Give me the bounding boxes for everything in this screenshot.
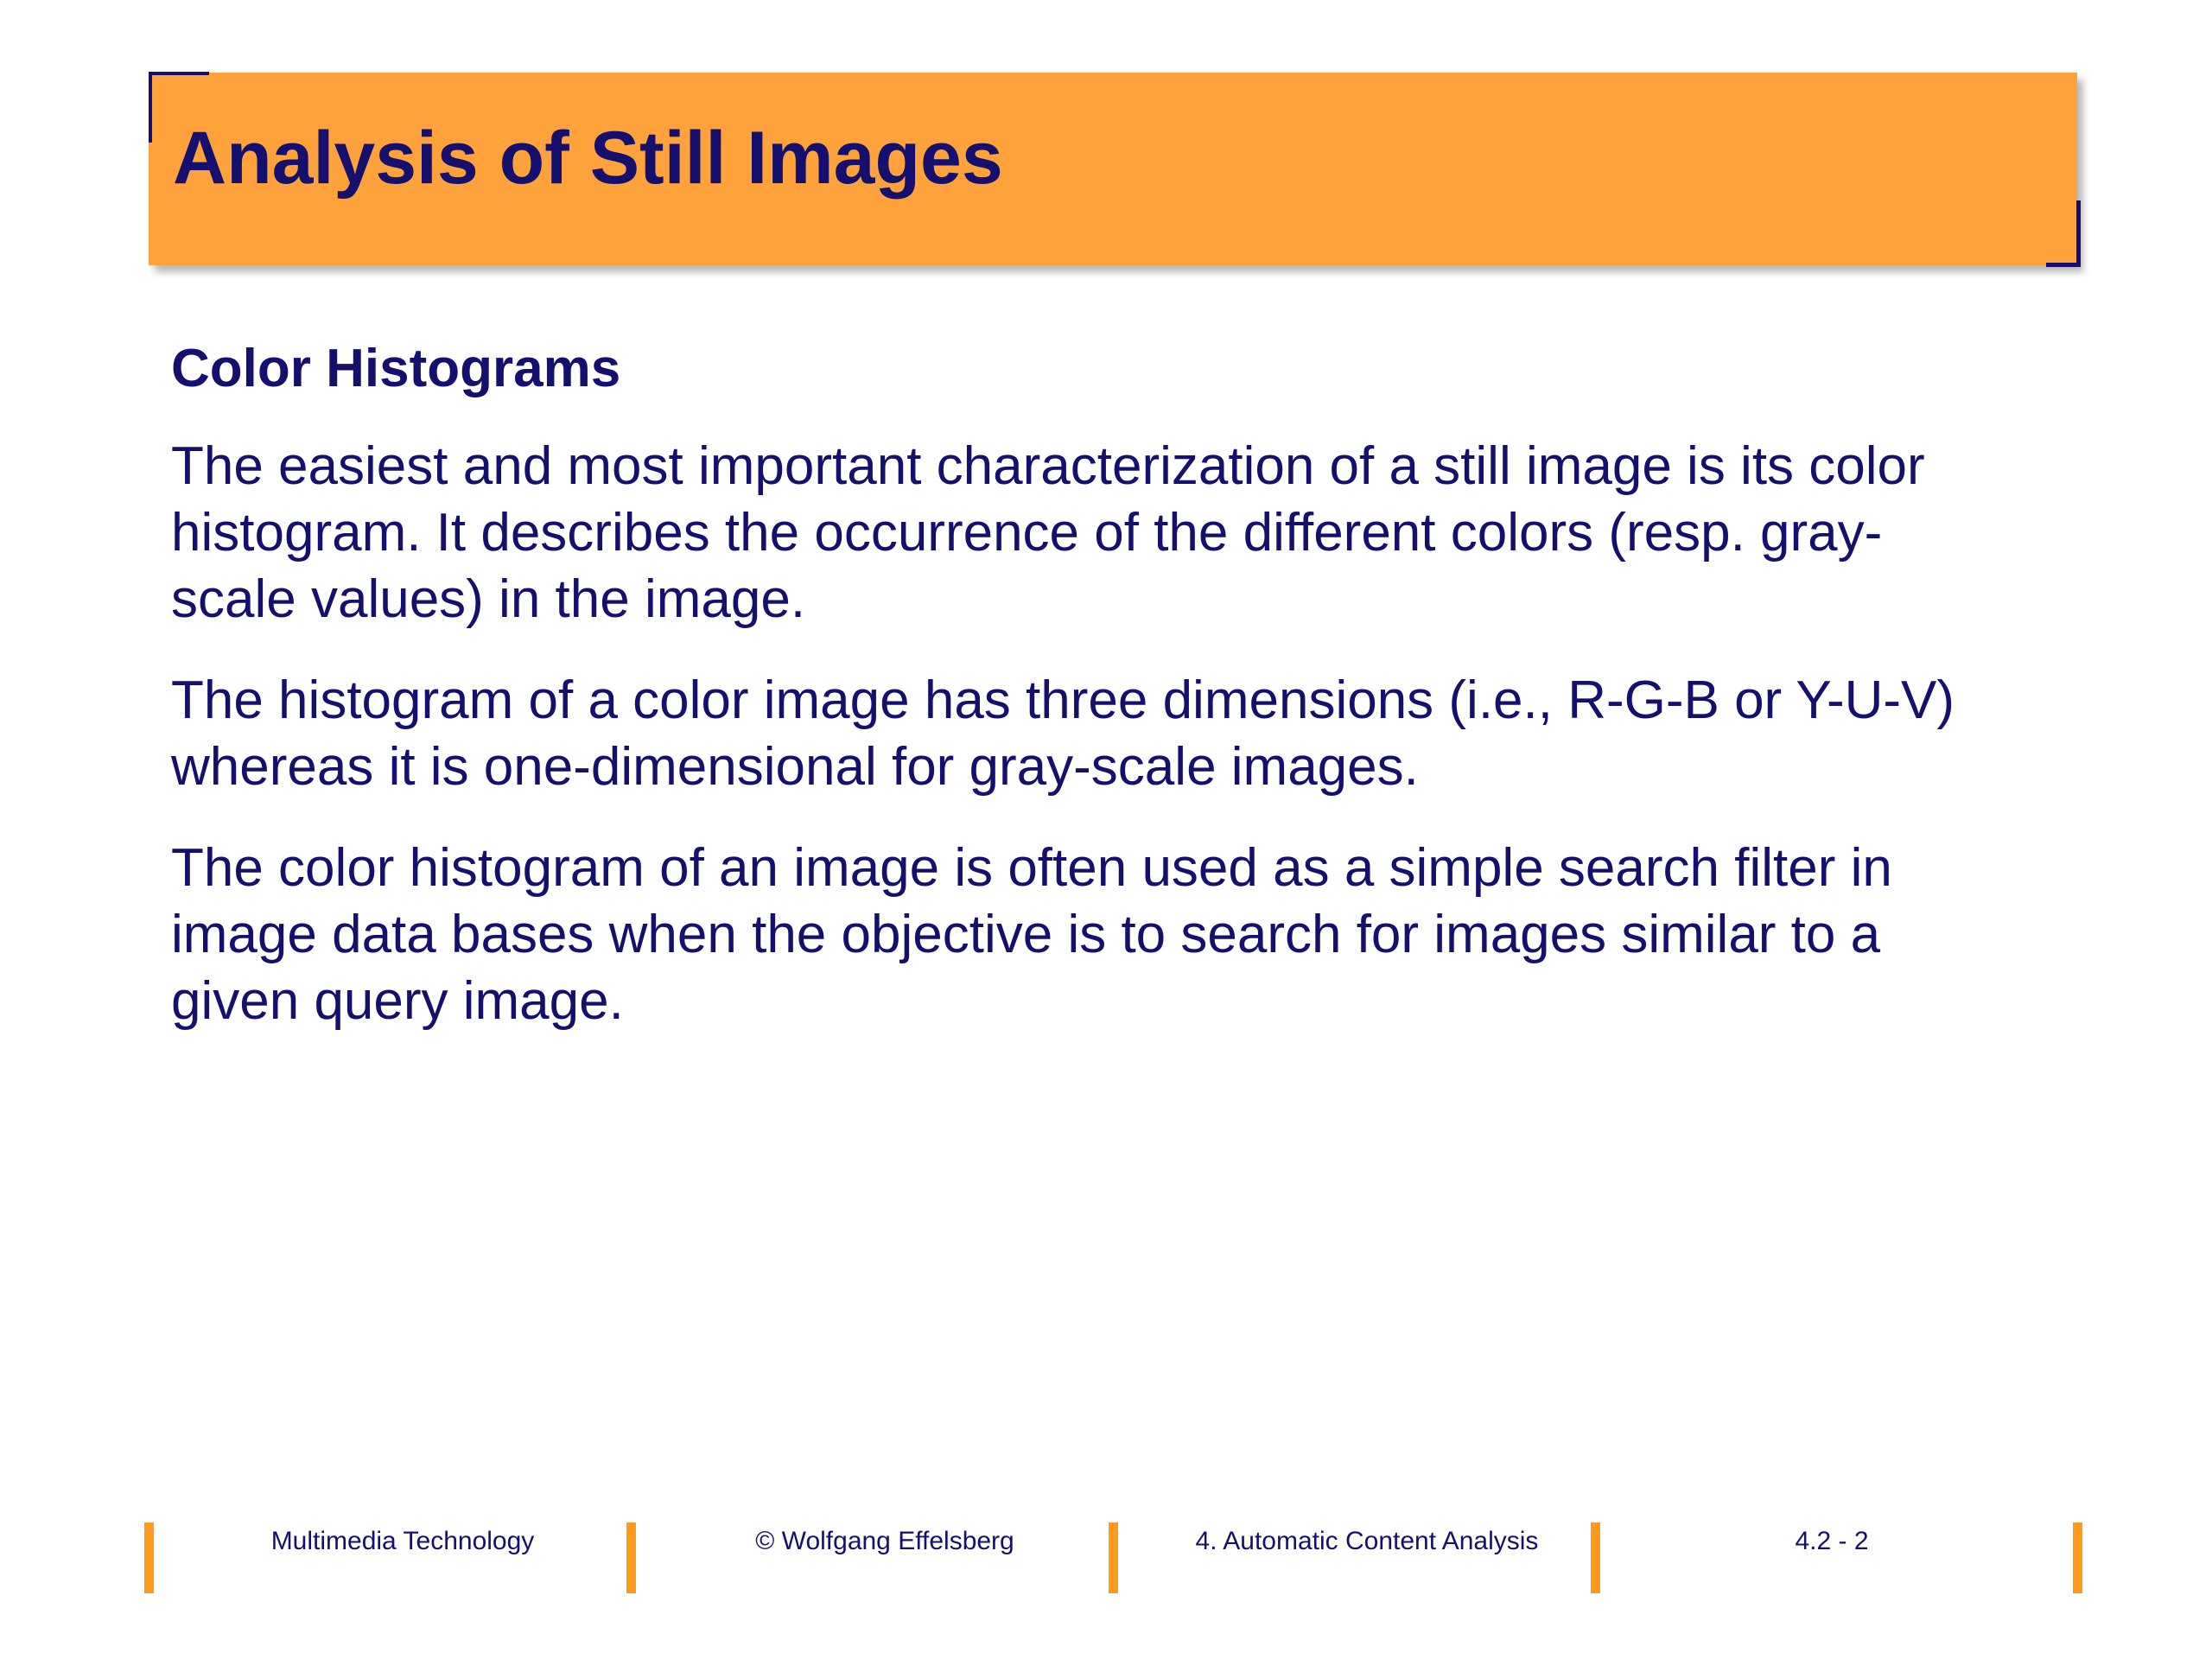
banner-corner-bottom-right-vertical [2076, 200, 2081, 267]
banner-corner-top-left-vertical [149, 72, 152, 143]
slide-title: Analysis of Still Images [173, 117, 1003, 200]
paragraph-1: The easiest and most important characterization of a still image is its color histogram. It describes the occurrence of the different colors (resp. gray- scale values) in the image. [171, 436, 1925, 630]
footer-divider [2073, 1522, 2082, 1593]
banner-corner-top-left [149, 72, 209, 75]
footer-course: Multimedia Technology [270, 1527, 535, 1555]
footer-copyright: © Wolfgang Effelsberg [755, 1527, 1014, 1555]
paragraph-2: The histogram of a color image has three dimensions (i.e., R-G-B or Y-U-V) whereas it is one-dimensional for gray-scale images. [171, 671, 1955, 798]
banner-corner-bottom-right [2046, 263, 2081, 267]
footer-chapter: 4. Automatic Content Analysis [1195, 1527, 1539, 1555]
footer-divider [144, 1522, 154, 1593]
slide-content [171, 339, 2072, 1069]
paragraph-3: The color histogram of an image is often used as a simple search filter in image data bases when the objective is to search for images similar to a given query image. [171, 838, 1892, 1032]
section-heading: Color Histograms [171, 339, 621, 398]
footer-page-number: 4.2 - 2 [1795, 1527, 1869, 1555]
